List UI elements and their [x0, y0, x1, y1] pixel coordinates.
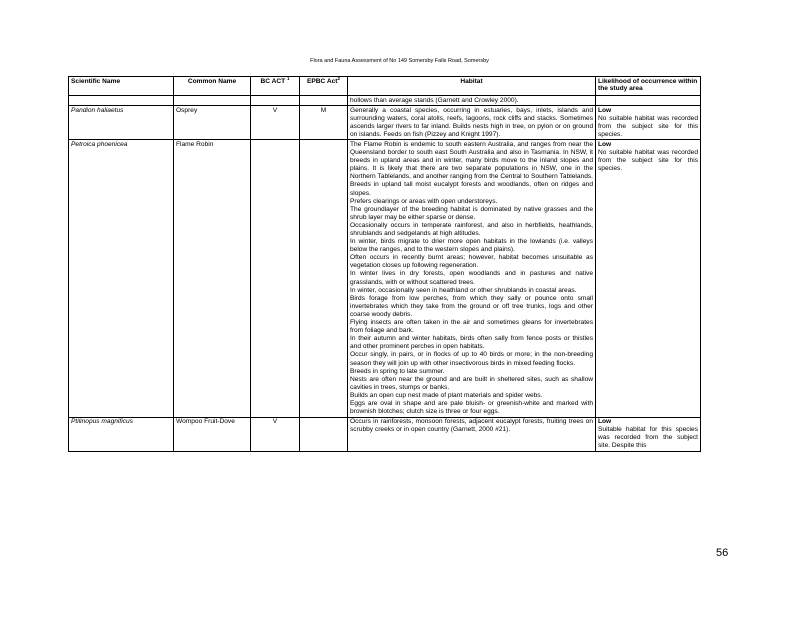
table-row [69, 417, 701, 451]
cell-likelihood [596, 417, 701, 451]
page-header: Flora and Fauna Assessment of No 149 Somersby Falls Road, Somersby [310, 58, 489, 64]
habitat-paragraph: Generally a coastal species, occurring in estuaries, bays, inlets, islands and surrounding waters, coral atolls, reefs, lagoons, rock cliffs and stacks. Sometimes ascends larger rivers to far inland. Builds nests high in tree, on pylon or on ground on islands. Feeds on fish (Pizzey and Knight 1997). [350, 106, 593, 138]
cell-scientific-name: Petroica phoenicea [69, 140, 174, 417]
cell-common-name: Flame Robin [174, 140, 251, 417]
likelihood-note: Suitable habitat for this species was recorded from the subject site. Despite this [598, 426, 698, 450]
cell-habitat [348, 417, 596, 451]
cell-empty [300, 96, 348, 106]
cell-bc-act: V [251, 106, 300, 140]
cell-empty [174, 96, 251, 106]
cell-bc-act [251, 140, 300, 417]
likelihood-note: No suitable habitat was recorded from the subject site for this species. [598, 149, 698, 173]
habitat-paragraph: Occasionally occurs in temperate rainforest, and also in herbfields, heathlands, shrublands and sedgelands at high altitudes. [350, 221, 593, 237]
table-row [69, 140, 701, 417]
table-row [69, 106, 701, 140]
col-header-likelihood: Likelihood of occurrence within the study area [596, 77, 701, 96]
cell-empty [251, 96, 300, 106]
habitat-paragraph: In winter lives in dry forests, open woodlands and in pastures and native grasslands, with or without scattered trees. [350, 270, 593, 286]
cell-habitat [348, 140, 596, 417]
habitat-paragraph: Occur singly, in pairs, or in flocks of up to 40 birds or more; in the non-breeding season they will join up with other insectivorous birds in mixed feeding flocks. [350, 351, 593, 367]
cell-common-name: Wompoo Fruit-Dove [174, 417, 251, 451]
likelihood-rating: Low [598, 418, 612, 426]
cell-common-name: Osprey [174, 106, 251, 140]
epbc-act-label: EPBC Act [306, 77, 338, 85]
habitat-paragraph: Prefers clearings or areas with open understoreys. [350, 197, 498, 205]
bc-act-label: BC ACT [260, 77, 286, 85]
cell-epbc-act [300, 140, 348, 417]
habitat-paragraph: Builds an open cup nest made of plant materials and spider webs. [350, 391, 543, 399]
cell-bc-act: V [251, 417, 300, 451]
likelihood-rating: Low [598, 140, 612, 148]
bc-act-footnote: 1 [287, 75, 290, 81]
habitat-paragraph: Nests are often near the ground and are built in sheltered sites, such as shallow cavities in trees, stumps or banks. [350, 375, 593, 391]
table-row-continuation [69, 96, 701, 106]
habitat-paragraph: Breeds in spring to late summer. [350, 367, 445, 375]
cell-empty [596, 96, 701, 106]
cell-likelihood [596, 106, 701, 140]
cell-epbc-act [300, 417, 348, 451]
cell-empty [69, 96, 174, 106]
col-header-epbc-act [300, 77, 348, 96]
page-number: 56 [716, 547, 729, 559]
habitat-paragraph: Occurs in rainforests, monsoon forests, adjacent eucalypt forests, fruiting trees on scrubby creeks or in open country (Garnett, 2000 #21). [350, 418, 593, 434]
habitat-paragraph: In winter, birds migrate to drier more open habitats in the lowlands (i.e. valleys below the ranges, and to the western slopes and plains). [350, 238, 593, 254]
col-header-scientific-name: Scientific Name [69, 77, 174, 96]
fauna-table [68, 76, 701, 452]
col-header-common-name: Common Name [174, 77, 251, 96]
cell-epbc-act: M [300, 106, 348, 140]
col-header-habitat: Habitat [348, 77, 596, 96]
habitat-paragraph: The Flame Robin is endemic to south eastern Australia, and ranges from near the Queensland border to south east South Australia and also in Tasmania. In NSW, it breeds in upland areas and in winter, many birds move to the inland slopes and plains. It is likely that there are two separate populations in NSW, one in the Northern Tablelands, and another ranging from the Central to Southern Tablelands. Breeds in upland tall moist eucalypt forests and woodlands, often on ridges and slopes. [350, 140, 593, 197]
habitat-paragraph: Eggs are oval in shape and are pale bluish- or greenish-white and marked with brownish blotches; clutch size is three or four eggs. [350, 399, 593, 416]
likelihood-note: No suitable habitat was recorded from the subject site for this species. [598, 114, 698, 138]
habitat-paragraph: Flying insects are often taken in the air and sometimes gleans for invertebrates from foliage and bark. [350, 319, 593, 335]
habitat-paragraph: In their autumn and winter habitats, birds often sally from fence posts or thistles and other prominent perches in open habitats. [350, 335, 593, 351]
col-header-bc-act [251, 77, 300, 96]
table-header-row [69, 77, 701, 96]
habitat-paragraph: Often occurs in recently burnt areas; however, habitat becomes unsuitable as vegetation closes up following regeneration. [350, 254, 593, 270]
habitat-paragraph: The groundlayer of the breeding habitat is dominated by native grasses and the shrub layer may be either sparse or dense. [350, 205, 593, 221]
habitat-paragraph: Birds forage from low perches, from which they sally or pounce onto small invertebrates which they take from the ground or off tree trunks, logs and other coarse woody debris. [350, 294, 593, 318]
epbc-act-footnote: 2 [337, 75, 341, 81]
cell-habitat-continuation: hollows than average stands (Garnett and Crowley 2000). [348, 96, 596, 106]
likelihood-rating: Low [598, 106, 612, 114]
cell-habitat [348, 106, 596, 140]
cell-likelihood [596, 140, 701, 417]
cell-scientific-name: Pandion haliaetus [69, 106, 174, 140]
habitat-paragraph: In winter, occasionally seen in heathland or other shrublands in coastal areas. [350, 286, 577, 294]
cell-scientific-name: Ptilinopus magnificus [69, 417, 174, 451]
